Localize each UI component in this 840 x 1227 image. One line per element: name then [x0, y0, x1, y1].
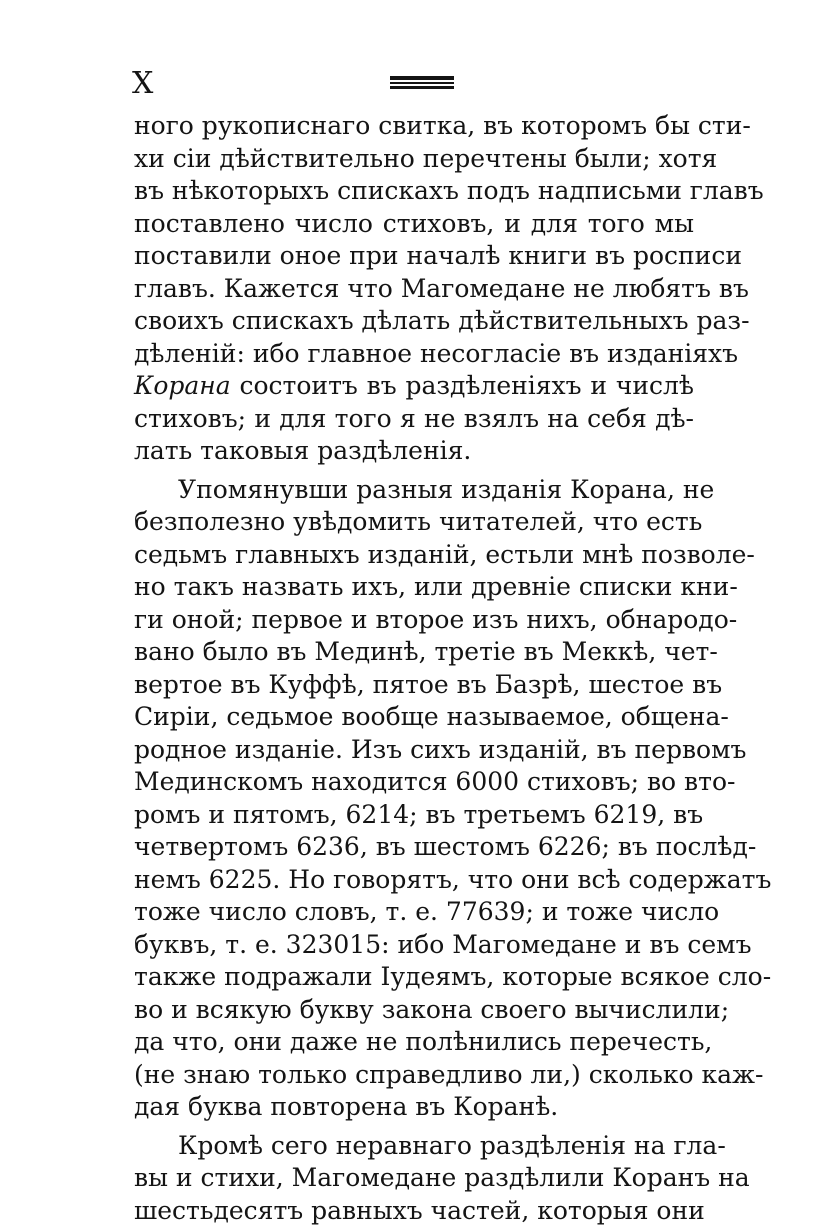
- text-line: ги оной; первое и второе изъ нихъ, обнародо-: [134, 604, 694, 637]
- text-line: (не знаю только справедливо ли,) сколько каж-: [134, 1059, 694, 1092]
- text-line: своихъ спискахъ дѣлать дѣйствительныхъ раз-: [134, 305, 694, 338]
- text-line: поставили оное при началѣ книги въ росписи: [134, 240, 694, 273]
- text-line: лать таковыя раздѣленія.: [134, 435, 694, 468]
- text-line-rest: состоитъ въ раздѣленіяхъ и числѣ: [231, 371, 694, 400]
- body-text: [134, 110, 694, 1227]
- text-line: вы и стихи, Магомедане раздѣлили Коранъ на: [134, 1162, 694, 1195]
- text-line: Кромѣ сего неравнаго раздѣленія на гла-: [134, 1130, 694, 1163]
- italic-title: Корана: [134, 371, 231, 400]
- text-line: дая буква повторена въ Коранѣ.: [134, 1091, 694, 1124]
- text-line: вертое въ Куффѣ, пятое въ Базрѣ, шестое въ: [134, 669, 694, 702]
- text-line: вано было въ Мединѣ, третіе въ Меккѣ, чет-: [134, 636, 694, 669]
- text-line: поставлено число стиховъ, и для того мы: [134, 208, 694, 241]
- text-line: [134, 370, 694, 403]
- paragraph: [134, 1130, 694, 1227]
- header-ornament-rule: [390, 76, 454, 90]
- text-line: седьмъ главныхъ изданій, естьли мнѣ позволе-: [134, 539, 694, 572]
- text-line: также подражали Іудеямъ, которые всякое сло-: [134, 961, 694, 994]
- text-line: четвертомъ 6236, въ шестомъ 6226; въ послѣд-: [134, 831, 694, 864]
- text-line: тоже число словъ, т. е. 77639; и тоже число: [134, 896, 694, 929]
- text-line: но такъ назвать ихъ, или древніе списки кни-: [134, 571, 694, 604]
- text-line: ного рукописнаго свитка, въ которомъ бы сти-: [134, 110, 694, 143]
- rule-line: [390, 82, 454, 84]
- text-line: ромъ и пятомъ, 6214; въ третьемъ 6219, въ: [134, 799, 694, 832]
- paragraph: [134, 110, 694, 468]
- rule-line: [390, 86, 454, 89]
- text-line: безполезно увѣдомить читателей, что есть: [134, 506, 694, 539]
- text-line: шестьдесятъ равныхъ частей, которыя они: [134, 1195, 694, 1227]
- text-line: стиховъ; и для того я не взялъ на себя дѣ-: [134, 403, 694, 436]
- page-number: X: [132, 66, 154, 102]
- text-line: родное изданіе. Изъ сихъ изданій, въ первомъ: [134, 734, 694, 767]
- text-line: главъ. Кажется что Магомедане не любятъ въ: [134, 273, 694, 306]
- text-line: Мединскомъ находится 6000 стиховъ; во вто-: [134, 766, 694, 799]
- text-line: дѣленій: ибо главное несогласіе въ изданіяхъ: [134, 338, 694, 371]
- text-line: да что, они даже не полѣнились перечесть,: [134, 1026, 694, 1059]
- text-line: буквъ, т. е. 323015: ибо Магомедане и въ семъ: [134, 929, 694, 962]
- text-line: въ нѣкоторыхъ спискахъ подъ надписьми главъ: [134, 175, 694, 208]
- rule-line: [390, 76, 454, 80]
- text-line: хи сіи дѣйствительно перечтены были; хотя: [134, 143, 694, 176]
- paragraph: [134, 474, 694, 1124]
- text-line: Сиріи, седьмое вообще называемое, общена-: [134, 701, 694, 734]
- text-line: во и всякую букву закона своего вычислили;: [134, 994, 694, 1027]
- text-line: немъ 6225. Но говорятъ, что они всѣ содержатъ: [134, 864, 694, 897]
- text-line: Упомянувши разныя изданія Корана, не: [134, 474, 694, 507]
